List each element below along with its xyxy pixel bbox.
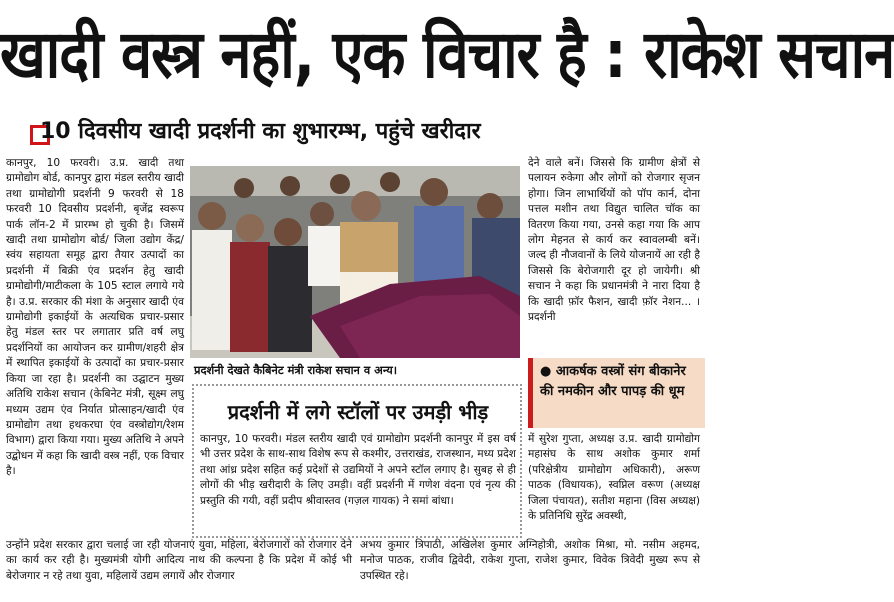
headline: खादी वस्त्र नहीं, एक विचार है : राकेश सचान [0, 17, 894, 94]
article-column-3: देने वाले बनें। जिससे कि ग्रामीण क्षेत्रों से पलायन रुकेगा और लोगों को रोजगार सृजन होगा। जिन लाभार्थियों को पॉप कार्न, दोना पत्तल मशीन तथा विद्युत चालित चॉक का वितरण किया गया, उनसे कहा गया कि आप लोग मेहनत से कार्य कर स्वावलम्बी बनें। जल्द ही नौजवानों के लिये योजनायें आ रही है जिससे कि बेरोजगारी दूर हो जायेगी। श्री सचान ने कहा कि प्रधानमंत्री ने नारा दिया है कि खादी फ़ॉर फैशन, खादी फ़ॉर नेशन... । प्रदर्शनी [528, 157, 700, 324]
highlight-box-text [540, 362, 698, 402]
news-photo [190, 166, 520, 358]
inset-box-text: कानपुर, 10 फरवरी। मंडल स्तरीय खादी एवं ग्रामोद्योग प्रदर्शनी कानपुर में इस वर्ष भी उत्तर प्रदेश के साथ-साथ विशेष रूप से कश्मीर, उत्तराखंड, राजस्थान, मध्य प्रदेश तथा आंध्र प्रदेश सहित कई प्रदेशों से उद्यमियों ने अपने स्टॉल लगाए है। सुबह से ही लोगों की भीड़ खरीदारी के लिए उमड़ी। वहीं प्रदर्शनी में गणेश वंदना एवं नृत्य की प्रस्तुति की गयी, वहीं प्रदीप श्रीवास्तव (गज़ल गायक) ने समां बांधा। [200, 433, 516, 507]
article-column-3-continued: में सुरेश गुप्ता, अध्यक्ष उ.प्र. खादी ग्रामोद्योग महासंघ के साथ अशोक कुमार शर्मा (परिक्षेत्रीय ग्रामोद्योग अधिकारी), अरूण पाठक (विधायक), स्वप्निल वरूण (अध्यक्ष जिला पंचायत), सतीश महाना (विस अध्यक्ष) के प्रतिनिधि सुरेंद्र अवस्थी, [528, 433, 700, 523]
highlight-text: आकर्षक वस्त्रों संग बीकानेर की नमकीन और पापड़ की धूम [540, 364, 686, 399]
photo-caption: प्रदर्शनी देखते कैबिनेट मंत्री राकेश सचान व अन्य। [194, 363, 398, 377]
bottom-left-text: उन्होंने प्रदेश सरकार द्वारा चलाई जा रही योजनाएं युवा, महिला, बेरोजगारों को रोजगार देने का कार्य कर रही है। मुख्यमंत्री योगी आदित्य नाथ की कल्पना है कि प्रदेश में कोई भी बेरोजगार न रहे तथा युवा, महिलायें उद्यम लगायें और रोजगार [6, 539, 352, 582]
exhibition-photo-illustration [190, 166, 520, 358]
bottom-right-text: अभय कुमार त्रिपाठी, अखिलेश कुमार अग्निहोत्री, अशोक मिश्रा, मो. नसीम अहमद, मनोज पाठक, राजीव द्विवेदी, राकेश गुप्ता, राजेश कुमार, विवेक त्रिवेदी मुख्य रूप से उपस्थित रहे। [360, 539, 700, 582]
article-column-1: कानपुर, 10 फरवरी। उ.प्र. खादी तथा ग्रामोद्योग बोर्ड, कानपुर द्वारा मंडल स्तरीय खादी तथा ग्रामोद्योगी प्रदर्शनी 9 फरवरी से 18 फरवरी 10 दिवसीय प्रदर्शनी, बृजेंद्र स्वरूप पार्क लॉन-2 में प्रारम्भ हो चुकी है। जिसमें खादी तथा ग्रामोद्योग बोर्ड/ जिला उद्योग केंद्र/ स्वंय सहायता समूह द्वारा तैयार उत्पादों का प्रदर्शनी में बिक्री एंव प्रदर्शन हेतु खादी ग्रामोद्योगी/माटीकला के 105 स्टाल लगाये गये है। उ.प्र. सरकार की मंशा के अनुसार खादी एंव ग्रामोद्योगी इकाईयों के अत्यधिक प्रचार-प्रसार हेतु मंडल स्तर पर लगातार प्रति वर्ष लघु प्रदर्शनियों का आयोजन कर ग्रामीण/शहरी क्षेत्र में स्थापित इकाईयों के उत्पादों का प्रचार-प्रसार किया जा रहा है। प्रदर्शनी का उद्घाटन मुख्य अतिथि राकेश सचान (केबिनेट मंत्री, सूक्ष्म लघु मध्यम उद्यम एंव निर्यात प्रोत्साहन/खादी एंव ग्रामोद्योग तथा हथकरघा एंव वस्त्रोद्योग/रेशम विभाग) द्वारा किया गया। मुख्य अतिथि ने अपने उद्बोधन में कहा कि खादी वस्त्र नहीं, एक विचार है। [6, 157, 184, 478]
bullet-dot-icon: ● [540, 364, 556, 379]
inset-box-title: प्रदर्शनी में लगे स्टॉलों पर उमड़ी भीड़ [227, 400, 489, 424]
subheadline: 10 दिवसीय खादी प्रदर्शनी का शुभारम्भ, पहुंचे खरीदार [40, 119, 481, 144]
